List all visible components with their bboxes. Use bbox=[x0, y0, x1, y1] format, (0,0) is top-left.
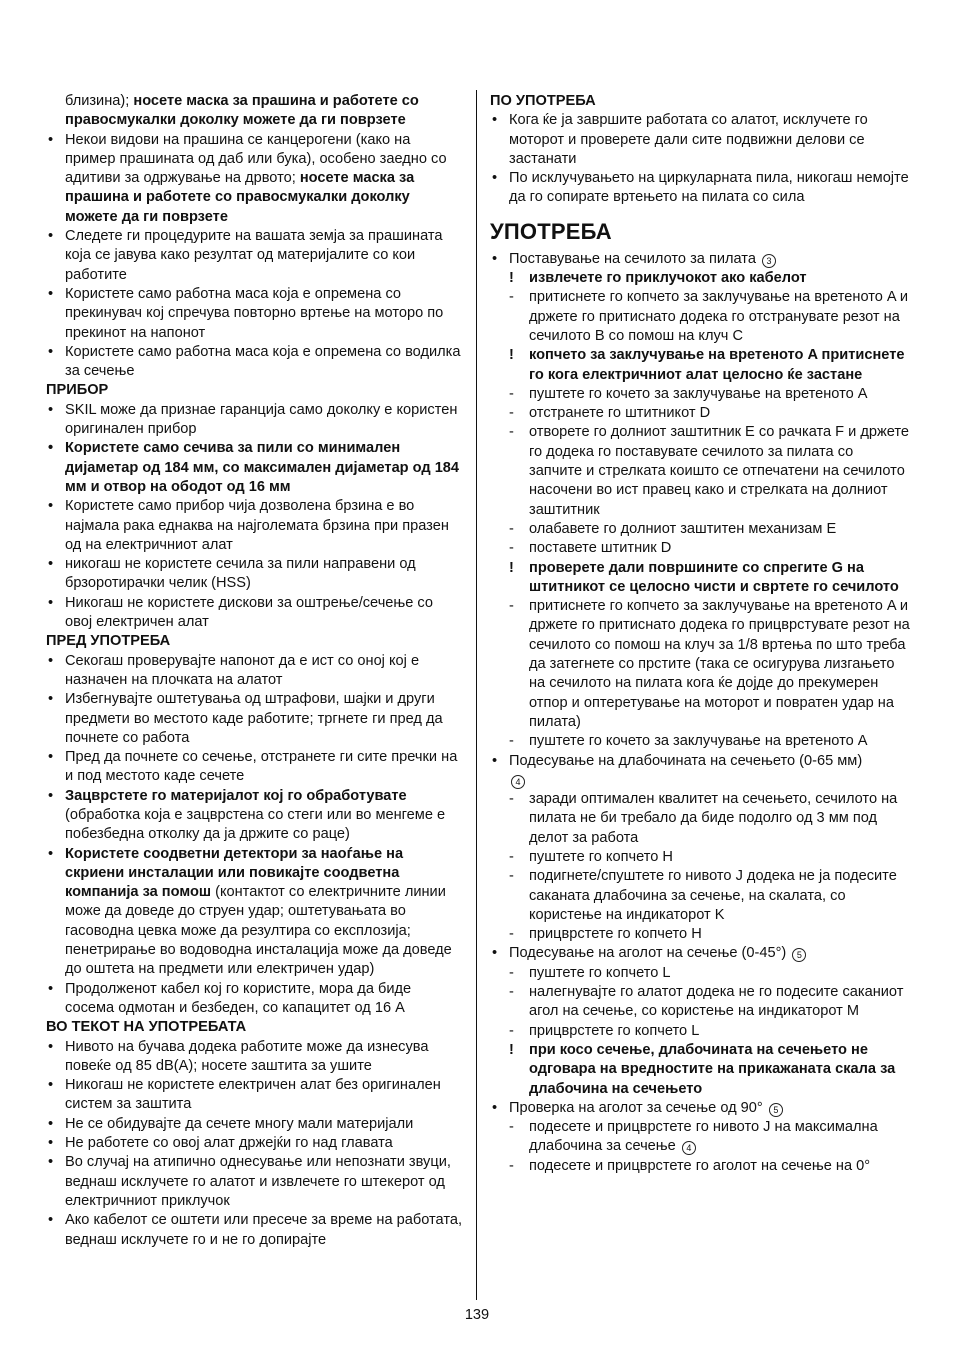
column-divider bbox=[476, 90, 477, 1300]
section-title-use: УПОТРЕБА bbox=[490, 218, 612, 244]
section-heading-after-use: ПО УПОТРЕБА bbox=[490, 93, 596, 109]
list-item: • Кога ќе ја завршите работата со алатот, исклучете го моторот и проверете дали сите подвижни делови се застанати bbox=[490, 111, 910, 169]
list-item: • Поставување на сечилото за пилата 3 bbox=[490, 250, 910, 269]
list-item: • Следете ги процедурите на вашата земја за прашината која се јавува како резултат од материјалите со кои работите bbox=[46, 227, 464, 285]
list-item: • Некои видови на прашина се канцерогени (како на пример прашината од даб или бука), особено заедно со адитиви за одржување на дрвото; носете маска за прашина и работете со правосмукалки доколку можете да ги поврзете bbox=[46, 131, 464, 227]
warning-item: ! проверете дали површините со спрегите G на штитникот се целосно чисти и свртете го сечилото bbox=[490, 559, 910, 598]
step-item: - пуштете го кочето за заклучување на вретеното A bbox=[490, 732, 910, 751]
list-item: • Користете соодветни детектори за наоѓање на скриени инсталации или повикајте соодветна компанија за помош (контактот со електричните линии може да доведе до струен удар; оштетувањата во гасоводна цевка може да резултира со експлозија; пенетрирање во водоводна инсталација може да доведе до оштета на предмети или електричен удар) bbox=[46, 845, 464, 980]
warning-item: ! копчето за заклучување на вретеното A притиснете го кога електричниот алат целосно ќе застане bbox=[490, 346, 910, 385]
warning-item: ! при косо сечење, длабочината на сечењето не одговара на вредностите на прикажаната скала за длабочина на сечењето bbox=[490, 1041, 910, 1099]
list-item: • Користете само работна маса која е опремена со водилка за сечење bbox=[46, 343, 464, 382]
left-column bbox=[46, 92, 464, 1250]
step-item: - прицврстете го копчето L bbox=[490, 1022, 910, 1041]
list-item: • Никогаш не користете електричен алат без оригинален систем за заштита bbox=[46, 1076, 464, 1115]
step-item: - пуштете го копчето H bbox=[490, 848, 910, 867]
list-item: • Никогаш не користете дискови за оштрење/сечење со овој електричен алат bbox=[46, 594, 464, 633]
list-item: • никогаш не користете сечила за пили направени од брзоротирачки челик (HSS) bbox=[46, 555, 464, 594]
figure-ref-5: 5 bbox=[792, 948, 806, 962]
page-number: 139 bbox=[464, 1307, 490, 1323]
list-item: • Не се обидувајте да сечете многу мали материјали bbox=[46, 1115, 464, 1134]
section-heading-during-use: ВО ТЕКОТ НА УПОТРЕБАТА bbox=[46, 1019, 247, 1036]
step-item: - налегнувајте го алатот додека не го подесите саканиот агол на сечење, со користење на индикаторот M bbox=[490, 983, 910, 1022]
step-item: - подигнете/спуштете го нивото J додека не ја подесите саканата длабочина за сечење, на скалата, со користење на индикаторот K bbox=[490, 867, 910, 925]
step-item: - отворете го долниот заштитник E со рачката F и држете го додека го поставувате сечилото за пилата со запчите и стрелката коишто се отпечатени на сечилото насочени во ист правец како и стрелката на долниот заштитник bbox=[490, 423, 910, 519]
list-item: • Избегнувајте оштетувања од штрафови, шајки и други предмети во местото каде работите; тргнете ги пред да почнете со работа bbox=[46, 690, 464, 748]
figure-ref-4: 4 bbox=[511, 775, 525, 789]
list-item: • Продолженот кабел кој го користите, мора да биде сосема одмотан и безбеден, со капацитет од 16 A bbox=[46, 980, 464, 1019]
figure-ref-4: 4 bbox=[682, 1141, 696, 1155]
section-heading-before-use: ПРЕД УПОТРЕБА bbox=[46, 633, 171, 650]
list-item: • Користете само сечива за пили со минимален дијаметар од 184 мм, со максимален дијаметар од 184 мм и отвор на ободот од 16 мм bbox=[46, 439, 464, 497]
warning-item: ! извлечете го приклучокот ако кабелот bbox=[490, 269, 910, 288]
step-item: - притиснете го копчето за заклучување на вретеното A и држете го притиснато додека го прицврстувате резот на сечилото со помош на клуч за 1/8 вртења по што треба да затегнете со прстите (така се осигурува лизгањето на сечилото на пилата кога ќе дојде до прекумерен отпор и оптеретување на моторот и повратен удар на пилата) bbox=[490, 597, 910, 732]
right-column bbox=[490, 92, 910, 1176]
step-item: - пуштете го кочето за заклучување на вретеното A bbox=[490, 385, 910, 404]
step-item: - отстранете го штитникот D bbox=[490, 404, 910, 423]
list-item: • Ако кабелот се оштети или пресече за време на работата, веднаш исклучете го и не го допирајте bbox=[46, 1211, 464, 1250]
list-item: • Зацврстете го материјалот кој го обработувате (обработка која е зацврстена со стеги или во менгеме е побезбедна отколку да ја држите со раце) bbox=[46, 787, 464, 845]
list-item: • Секогаш проверувајте напонот да е ист со оној кој е назначен на плочката на алатот bbox=[46, 652, 464, 691]
list-item: • Пред да почнете со сечење, отстранете ги сите пречки на и под местото каде сечете bbox=[46, 748, 464, 787]
list-item: • Подесување на длабочината на сечењето (0-65 мм) 4 bbox=[490, 752, 910, 791]
continued-text: близина); носете маска за прашина и работете со правосмукалки доколку можете да ги поврзете bbox=[65, 93, 419, 129]
list-item: • SKIL може да признае гаранција само доколку е користен оригинален прибор bbox=[46, 401, 464, 440]
step-item: - пуштете го копчето L bbox=[490, 964, 910, 983]
list-item: • Користете само прибор чија дозволена брзина е во најмала рака еднаква на најголемата брзина при празен од на електричниот алат bbox=[46, 497, 464, 555]
list-item: • Подесување на аголот на сечење (0-45°) 5 bbox=[490, 944, 910, 963]
section-heading-accessories: ПРИБОР bbox=[46, 382, 109, 399]
list-item: • Не работете со овој алат држејќи го над главата bbox=[46, 1134, 464, 1153]
step-item: - поставете штитник D bbox=[490, 539, 910, 558]
step-item: - подесете и прицврстете го нивото J на максимална длабочина за сечење 4 bbox=[490, 1118, 910, 1157]
figure-ref-5: 5 bbox=[769, 1103, 783, 1117]
step-item: - подесете и прицврстете го аголот на сечење на 0° bbox=[490, 1157, 910, 1176]
list-item: • Во случај на атипично однесување или непознати звуци, веднаш исклучете го алатот и извлечете го штекерот од електричниот приклучок bbox=[46, 1153, 464, 1211]
list-item: • Нивото на бучава додека работите може да изнесува повеќе од 85 dB(A); носете заштита за ушите bbox=[46, 1038, 464, 1077]
list-item: • По исклучувањето на циркуларната пила, никогаш немојте да го сопирате вртењето на пилата со сила bbox=[490, 169, 910, 208]
step-item: - заради оптимален квалитет на сечењето, сечилото на пилата не би требало да биде подолго од 3 мм под делот за работа bbox=[490, 790, 910, 848]
list-item: • Користете само работна маса која е опремена со прекинувач кој спречува повторно вртење на моторо по прекинот на напонот bbox=[46, 285, 464, 343]
step-item: - прицврстете го копчето H bbox=[490, 925, 910, 944]
step-item: - олабавете го долниот заштитен механизам E bbox=[490, 520, 910, 539]
figure-ref-3: 3 bbox=[762, 254, 776, 268]
list-item: • Проверка на аголот за сечење од 90° 5 bbox=[490, 1099, 910, 1118]
step-item: - притиснете го копчето за заклучување на вретеното A и држете го притиснато додека го отстранувате резот на сечилото B со помош на клуч C bbox=[490, 288, 910, 346]
